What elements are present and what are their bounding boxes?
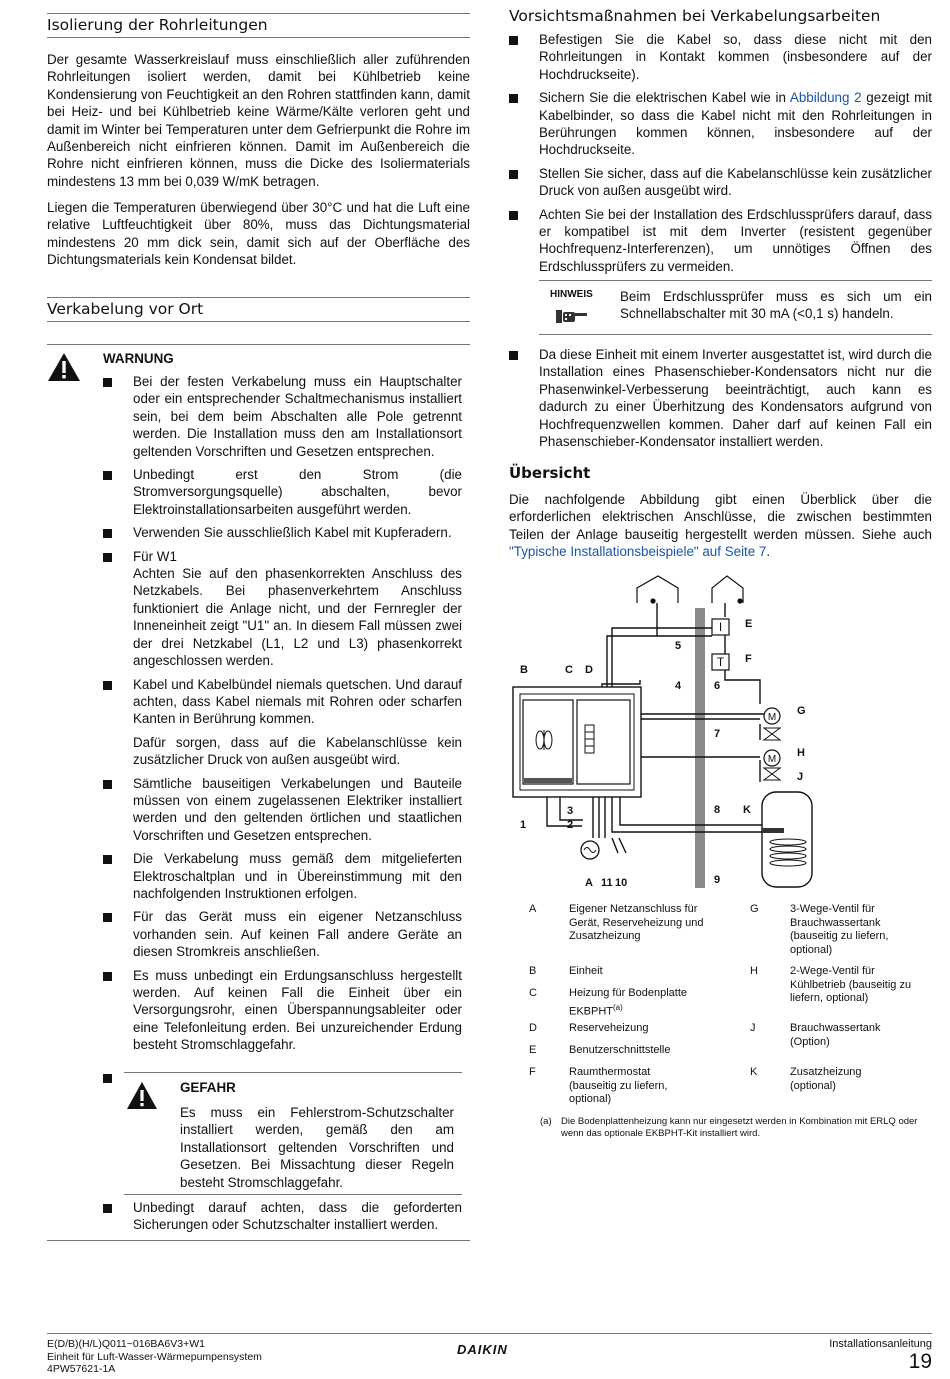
label-b: B bbox=[520, 664, 528, 676]
wiring-section bbox=[47, 297, 470, 322]
list-item: Stellen Sie sicher, dass auf die Kabelanschlüsse kein zusätzlicher Druck von außen ausgeübt wird. bbox=[509, 165, 932, 200]
installation-examples-link[interactable]: "Typische Installationsbeispiele" auf Seite 7 bbox=[509, 544, 767, 560]
danger-rule-bottom bbox=[124, 1194, 462, 1195]
label-3: 3 bbox=[567, 805, 574, 817]
precautions-title: Vorsichtsmaßnahmen bei Verkabelungsarbeiten bbox=[509, 7, 881, 25]
label-2: 2 bbox=[567, 819, 574, 831]
insulation-title: Isolierung der Rohrleitungen bbox=[47, 14, 470, 38]
bullet-icon bbox=[103, 1074, 112, 1083]
label-a: A bbox=[585, 877, 593, 889]
danger-icon bbox=[126, 1081, 158, 1110]
label-f: F bbox=[745, 653, 752, 665]
overview-text: Die nachfolgende Abbildung gibt einen Überblick über die erforderlichen elektrischen Anschlüsse, die zwischen bestimmten Teilen der Anlage bauseitig hergestellt werden müssen. Siehe auch "Typische Installationsbeispiele" auf Seite 7. bbox=[509, 492, 932, 560]
label-8: 8 bbox=[714, 804, 721, 816]
label-c: C bbox=[565, 664, 573, 676]
insulation-paragraph-1: Der gesamte Wasserkreislauf muss einschließlich aller zuführenden Rohrleitungen isoliert werden, damit bei Kühlbetrieb keine Kondensierung von Feuchtigkeit an den Rohren stattfinden kann, damit bei Heiz- und bei Kühlbetrieb keine Wärme/Kälte verloren geht und damit im Winter bei Temperaturen unter dem Gefrierpunkt die Rohre im Außenbereich nicht einfrieren können. Damit im Außenbereich die Rohre nicht einfrieren können, muss die Dicke des Isoliermaterials mindestens 13 mm bei 0,039 W/mK betragen. bbox=[47, 52, 470, 189]
label-9: 9 bbox=[714, 874, 721, 886]
insulation-paragraph-2: Liegen die Temperaturen überwiegend über 30°C und hat die Luft eine relative Luftfeuchtigkeit über 80%, muss das Dichtungsmaterial mindestens 20 mm dick sein, damit sich auf der Oberfläche des Dichtungsmaterials kein Kondensat bildet. bbox=[47, 200, 470, 268]
page-number: 19 bbox=[908, 1350, 932, 1373]
list-item: Achten Sie bei der Installation des Erdschlussprüfers darauf, dass er kompatibel ist mit dem Inverter (resistent gegenüber Hochfrequenz-Interferenzen), um unnötiges Öffnen des Erdschlussprüfers zu vermeiden. bbox=[509, 206, 932, 276]
bullet-icon bbox=[103, 780, 112, 789]
bullet-icon bbox=[103, 553, 112, 562]
label-4: 4 bbox=[675, 680, 682, 692]
label-7: 7 bbox=[714, 728, 721, 740]
label-e: E bbox=[745, 618, 753, 630]
wiring-diagram bbox=[500, 570, 830, 895]
list-item: Verwenden Sie ausschließlich Kabel mit Kupferadern. bbox=[103, 524, 462, 541]
overview-title: Übersicht bbox=[509, 464, 591, 482]
label-h: H bbox=[797, 747, 805, 759]
danger-rule-top bbox=[124, 1072, 462, 1073]
list-item: Für W1 Achten Sie auf den phasenkorrekten Anschluss des Netzkabels. Bei phasenverkehrtem Anschluss funktioniert die Anlage nicht, und der Fernregler der Inneneinheit zeigt "U1" an. In diesem Fall müssen zwei der drei Netzkabel (L1, L2 und L3) phasenkorrekt angeschlossen werden. bbox=[103, 548, 462, 670]
final-list bbox=[103, 1199, 462, 1240]
bottom-plate-heater bbox=[524, 778, 572, 783]
warning-label: WARNUNG bbox=[103, 351, 174, 366]
list-item: Unbedingt darauf achten, dass die geforderten Sicherungen oder Schutzschalter installiert werden. bbox=[103, 1199, 462, 1234]
label-6: 6 bbox=[714, 680, 721, 692]
wiring-title: Verkabelung vor Ort bbox=[47, 298, 470, 322]
interface-symbol: I bbox=[718, 620, 723, 634]
list-item: Befestigen Sie die Kabel so, dass diese nicht mit den Rohrleitungen in Kontakt kommen (insbesondere auf der Hochdruckseite). bbox=[509, 31, 932, 83]
bullet-icon bbox=[509, 211, 518, 220]
wall bbox=[695, 608, 705, 888]
note-text: Beim Erdschlussprüfer muss es sich um ein Schnellabschalter mit 30 mA (<0,1 s) handeln. bbox=[620, 289, 932, 322]
precautions-list bbox=[509, 31, 932, 281]
bullet-icon bbox=[103, 855, 112, 864]
house-icon-interface bbox=[712, 576, 743, 604]
warning-icon bbox=[47, 352, 81, 382]
list-item: Kabel und Kabelbündel niemals quetschen. Und darauf achten, dass Kabel niemals mit Rohren oder scharfen Kanten in Berührung kommen. Dafür sorgen, dass auf die Kabelanschlüsse kein zusätzlicher Druck von außen ausgeübt wird. bbox=[103, 676, 462, 769]
motor-symbol: M bbox=[767, 754, 777, 765]
bullet-icon bbox=[509, 36, 518, 45]
list-item: Es muss unbedingt ein Erdungsanschluss hergestellt werden. Auf keinen Fall die Einheit über ein Versorgungsrohr, einen Überspannungsableiter oder eine Telefonleitung erden. Bei unzureichender Erdung besteht Stromschlaggefahr. bbox=[103, 967, 462, 1054]
bullet-icon bbox=[103, 681, 112, 690]
list-item: Die Verkabelung muss gemäß dem mitgelieferten Elektroschaltplan und in Übereinstimmung mit den nachfolgenden Instruktionen erfolgen. bbox=[103, 850, 462, 902]
house-icon-thermostat bbox=[637, 576, 678, 604]
inverter-list bbox=[509, 346, 932, 456]
page-footer bbox=[47, 1333, 932, 1375]
list-item: Sichern Sie die elektrischen Kabel wie in Abbildung 2 gezeigt mit Kabelbinder, so dass die Kabel nicht mit den Rohrleitungen in Berührungen kommen können, insbesondere auf der Hochdruckseite. bbox=[509, 89, 932, 159]
footer-model-info: E(D/B)(H/L)Q011~016BA6V3+W1 Einheit für Luft-Wasser-Wärmepumpensystem 4PW57621-1A bbox=[47, 1338, 262, 1375]
footer-doc-type: Installationsanleitung bbox=[829, 1338, 932, 1350]
note-rule-top bbox=[539, 280, 932, 281]
label-5: 5 bbox=[675, 640, 682, 652]
label-d: D bbox=[585, 664, 593, 676]
warning-rule bbox=[47, 344, 470, 345]
note-hand-icon bbox=[554, 305, 590, 327]
label-g: G bbox=[797, 705, 806, 717]
bullet-icon bbox=[103, 378, 112, 387]
note-rule-bottom bbox=[539, 334, 932, 335]
bullet-icon bbox=[509, 351, 518, 360]
label-k: K bbox=[743, 804, 751, 816]
bullet-icon bbox=[103, 529, 112, 538]
thermostat-symbol: T bbox=[716, 655, 725, 669]
bullet-icon bbox=[103, 1204, 112, 1213]
danger-text: Es muss ein Fehlerstrom-Schutzschalter installiert werden, gemäß den am Installationsort geltenden Vorschriften und Gesetzen. Bei Missachtung dieser Regeln besteht Stromschlaggefahr. bbox=[180, 1105, 454, 1190]
daikin-logo: DAIKIN bbox=[457, 1342, 508, 1357]
insulation-section bbox=[47, 13, 470, 38]
bullet-icon bbox=[509, 94, 518, 103]
warning-rule-bottom bbox=[47, 1240, 470, 1241]
list-item: Für das Gerät muss ein eigener Netzanschluss vorhanden sein. Auf keinen Fall andere Geräte an diesen Stromkreis anschließen. bbox=[103, 908, 462, 960]
danger-label: GEFAHR bbox=[180, 1080, 236, 1095]
list-item: Unbedingt erst den Strom (die Stromversorgungsquelle) abschalten, bevor Elektroinstallationsarbeiten ausgeführt werden. bbox=[103, 466, 462, 518]
list-item: Bei der festen Verkabelung muss ein Hauptschalter oder ein entsprechender Schaltmechanismus installiert sein, bei dem beim Abschalten alle Pole getrennt werden. Die Installation muss den am Installationsort geltenden Vorschriften und Gesetzen entsprechen. bbox=[103, 373, 462, 460]
label-11: 11 bbox=[601, 877, 613, 889]
bullet-icon bbox=[103, 972, 112, 981]
note-label: HINWEIS bbox=[550, 289, 593, 300]
label-1: 1 bbox=[520, 819, 527, 831]
label-j: J bbox=[797, 771, 804, 783]
bullet-icon bbox=[103, 913, 112, 922]
figure-2-link[interactable]: Abbildung 2 bbox=[789, 90, 862, 106]
label-10: 10 bbox=[615, 877, 628, 889]
list-item: Da diese Einheit mit einem Inverter ausgestattet ist, wird durch die Installation eines Phasenschieber-Kondensators nicht nur die Phasenwinkel-Verbesserung beeinträchtigt, auch kann es dadurch zu einer Überhitzung des Kondensators aufgrund von Hochfrequenzwellen kommen. Daher darf auf keinen Fall ein Phasenschieber-Kondensator installiert werden. bbox=[509, 346, 932, 450]
bullet-icon bbox=[103, 471, 112, 480]
bullet-icon bbox=[509, 170, 518, 179]
motor-symbol: M bbox=[767, 712, 777, 723]
list-item: Sämtliche bauseitigen Verkabelungen und Bauteile müssen von einem zugelassenen Elektriker installiert werden und den geltenden örtlichen und staatlichen Vorschriften und Gesetzen entsprechen. bbox=[103, 775, 462, 845]
booster-heater bbox=[762, 828, 784, 833]
warning-list bbox=[103, 373, 462, 1060]
